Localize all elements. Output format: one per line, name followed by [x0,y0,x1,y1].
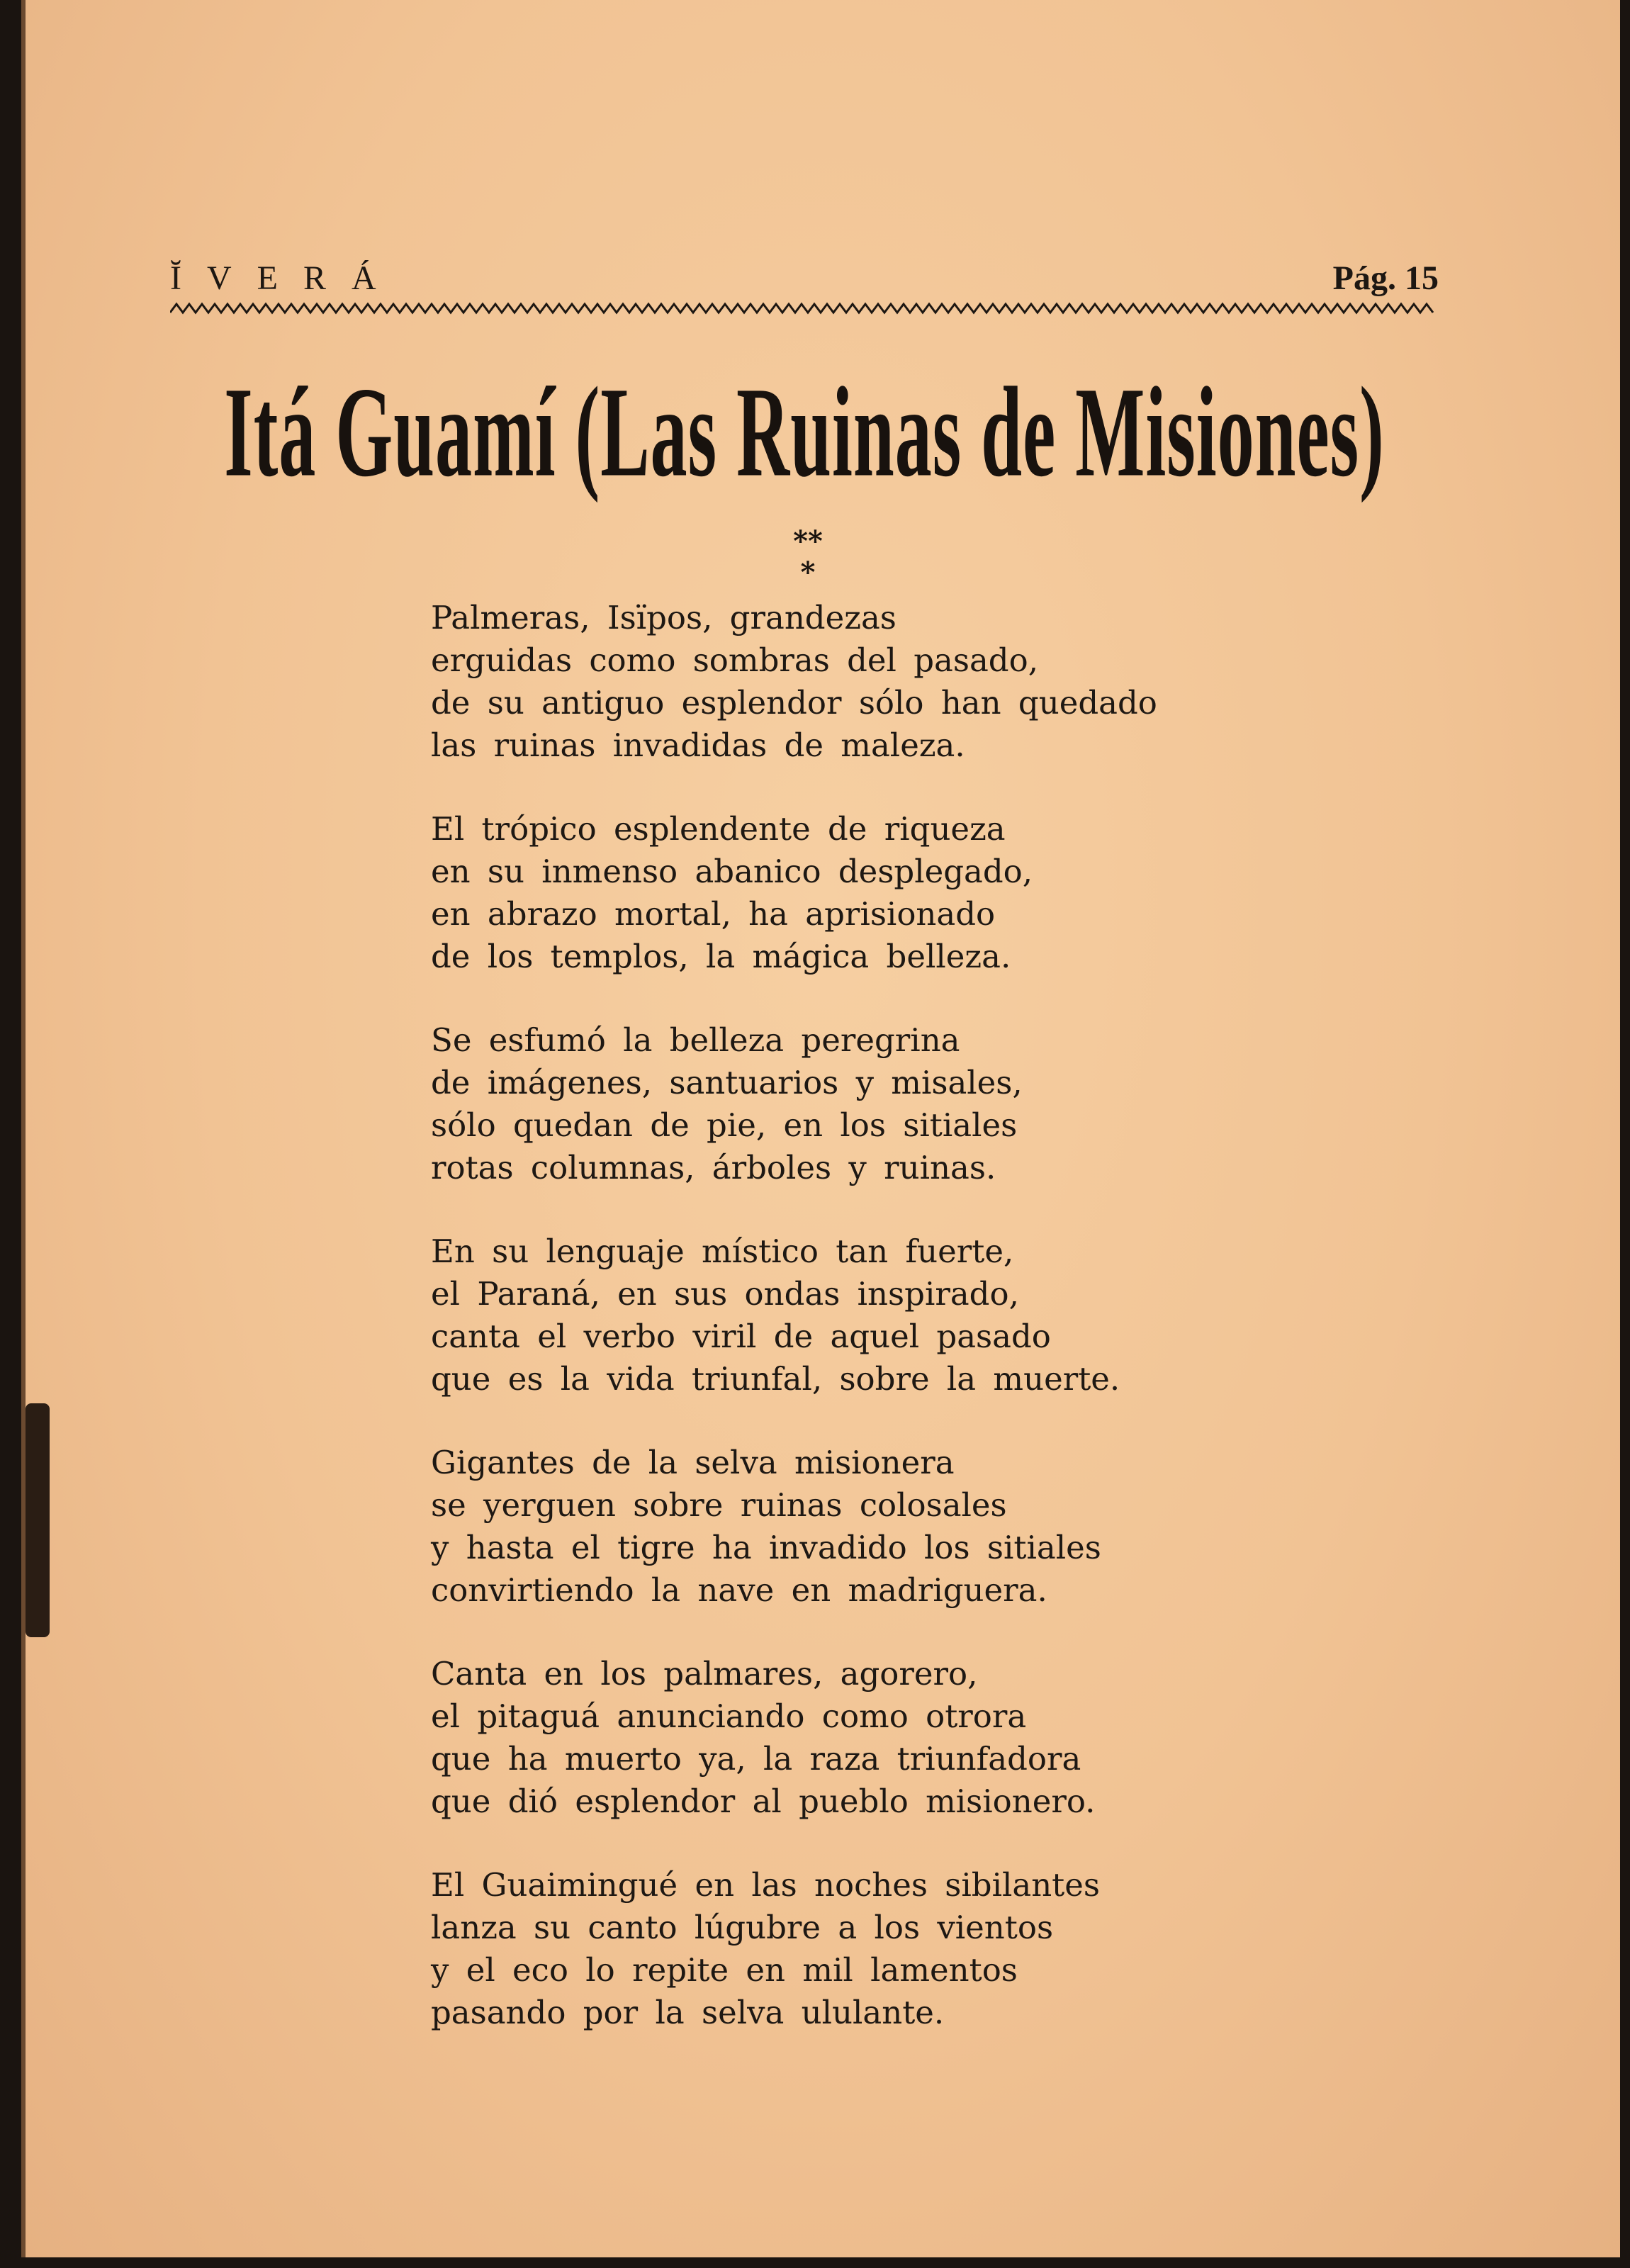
verse-line: Se esfumó la belleza peregrina [431,1021,960,1059]
verse-line: que ha muerto ya, la raza triunfadora [431,1740,1081,1778]
poem-title: Itá Guamí (Las Ruinas de Misiones) [224,361,1385,504]
poem-body [431,597,1157,2075]
verse-line: sólo quedan de pie, en los sitiales [431,1106,1018,1144]
stanza [431,1653,1157,1823]
verse-line: erguidas como sombras del pasado, [431,641,1039,679]
verse-line: canta el verbo viril de aquel pasado [431,1318,1051,1355]
verse-line: las ruinas invadidas de maleza. [431,726,965,764]
asterism-ornament [765,526,850,588]
verse-line: que dió esplendor al pueblo misionero. [431,1783,1096,1820]
verse-line: y hasta el tigre ha invadido los sitiales [431,1529,1101,1566]
stanza [431,1230,1157,1400]
magazine-name: ĬVERÁ [170,259,402,297]
ornament-text: ** * [793,524,823,589]
verse-line: el Paraná, en sus ondas inspirado, [431,1275,1019,1313]
zigzag-rule [170,301,1439,315]
verse-line: lanza su canto lúgubre a los vientos [431,1909,1054,1946]
stanza [431,1019,1157,1189]
binding-spine [26,1403,50,1637]
verse-line: que es la vida triunfal, sobre la muerte. [431,1360,1120,1398]
verse-line: de imágenes, santuarios y misales, [431,1064,1023,1101]
verse-line: rotas columnas, árboles y ruinas. [431,1149,996,1186]
stanza [431,1442,1157,1612]
verse-line: en su inmenso abanico desplegado, [431,853,1033,890]
verse-line: y el eco lo repite en mil lamentos [431,1951,1018,1989]
verse-line: se yerguen sobre ruinas colosales [431,1486,1007,1524]
verse-line: pasando por la selva ululante. [431,1994,945,2031]
page-number: Pág. 15 [1332,259,1439,297]
verse-line: el pitaguá anunciando como otrora [431,1697,1027,1735]
verse-line: de su antiguo esplendor sólo han quedado [431,684,1157,722]
verse-line: El Guaimingué en las noches sibilantes [431,1866,1100,1904]
verse-line: Palmeras, Isïpos, grandezas [431,599,896,636]
stanza [431,597,1157,767]
verse-line: Canta en los palmares, agorero, [431,1655,978,1692]
verse-line: de los templos, la mágica belleza. [431,938,1011,975]
stanza [431,808,1157,978]
verse-line: En su lenguaje místico tan fuerte, [431,1233,1014,1270]
verse-line: Gigantes de la selva misionera [431,1444,955,1481]
verse-line: en abrazo mortal, ha aprisionado [431,895,996,933]
stanza [431,1864,1157,2034]
verse-line: convirtiendo la nave en madriguera. [431,1571,1047,1609]
verse-line: El trópico esplendente de riqueza [431,810,1006,848]
